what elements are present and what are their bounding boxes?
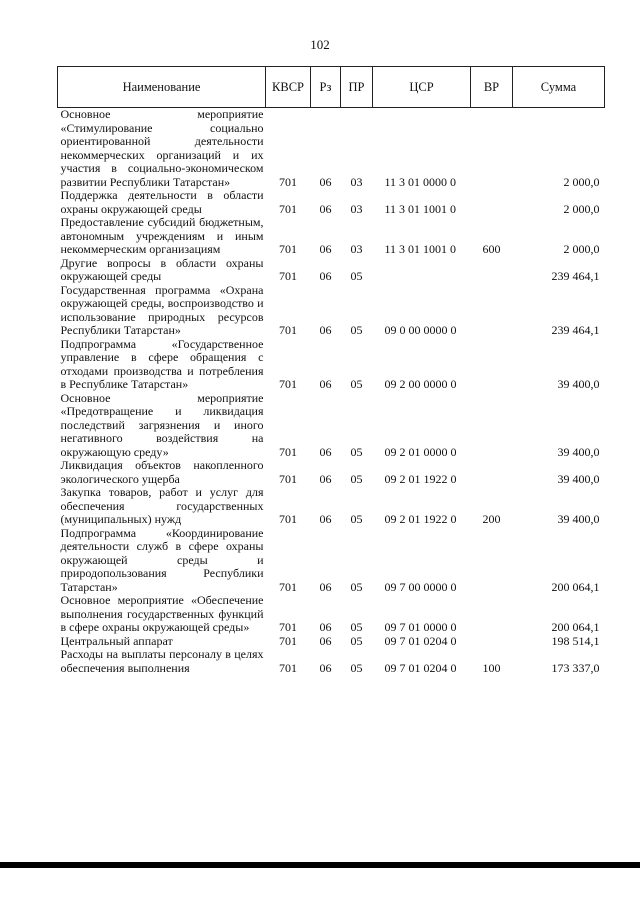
cell-pr: 03 — [350, 201, 363, 216]
cell-kvsr: 701 — [279, 579, 297, 594]
cell-rz: 06 — [319, 174, 332, 189]
cell-csr: 09 7 01 0204 0 — [384, 660, 457, 675]
cell-kvsr: 701 — [279, 269, 297, 283]
cell-name: Закупка товаров, работ и услуг для обеспечения государственных (муниципальных) нужд — [60, 485, 264, 526]
table-row — [58, 392, 605, 460]
cell-pr: 05 — [350, 660, 363, 675]
cell-sum: 39 400,0 — [557, 512, 600, 526]
cell-rz: 06 — [319, 512, 332, 526]
cell-sum: 173 337,0 — [551, 660, 600, 675]
cell-csr: 09 2 01 1922 0 — [384, 471, 457, 486]
cell-rz: 06 — [319, 660, 332, 675]
cell-pr: 03 — [350, 242, 363, 256]
header-rz: Рз — [311, 67, 341, 108]
cell-pr: 05 — [350, 620, 363, 634]
cell-rz: 06 — [319, 242, 332, 256]
table-row — [58, 459, 605, 486]
cell-vr — [471, 527, 513, 595]
table-body — [58, 108, 605, 676]
cell-vr: 200 — [482, 512, 501, 526]
table-row — [58, 648, 605, 675]
page-number: 102 — [310, 37, 330, 52]
cell-kvsr: 701 — [279, 174, 297, 189]
cell-sum: 239 464,1 — [551, 323, 600, 337]
header-name: Наименование — [58, 67, 266, 108]
table-header — [58, 67, 605, 108]
table-row — [58, 284, 605, 338]
cell-pr: 05 — [350, 444, 363, 459]
table-row — [58, 594, 605, 635]
header-csr: ЦСР — [373, 67, 471, 108]
cell-name: Поддержка деятельности в области охраны окружающей среды — [60, 188, 264, 216]
cell-pr: 05 — [350, 633, 363, 648]
cell-kvsr: 701 — [279, 377, 297, 391]
cell-csr: 09 7 01 0000 0 — [384, 620, 457, 634]
cell-name: Государственная программа «Охрана окружающей среды, воспроизводство и использование природных ресурсов Республики Татарстан» — [60, 282, 264, 337]
header-vr: ВР — [471, 67, 513, 108]
cell-kvsr: 701 — [279, 512, 297, 526]
cell-vr: 100 — [482, 660, 501, 675]
cell-kvsr: 701 — [279, 444, 297, 459]
cell-pr: 05 — [350, 512, 363, 526]
cell-sum: 39 400,0 — [557, 444, 600, 459]
header-pr: ПР — [341, 67, 373, 108]
cell-sum: 239 464,1 — [551, 269, 600, 283]
cell-csr: 11 3 01 1001 0 — [384, 201, 457, 216]
cell-rz: 06 — [319, 620, 332, 634]
cell-name: Расходы на выплаты персоналу в целях обеспечения выполнения — [60, 647, 264, 675]
cell-rz: 06 — [319, 579, 332, 594]
cell-rz: 06 — [319, 269, 332, 283]
header-sum: Сумма — [513, 67, 605, 108]
header-kvsr: КВСР — [266, 67, 311, 108]
cell-pr: 05 — [350, 579, 363, 594]
cell-vr — [471, 635, 513, 649]
cell-sum: 200 064,1 — [551, 620, 600, 634]
cell-vr — [471, 459, 513, 486]
cell-sum: 39 400,0 — [557, 471, 600, 486]
cell-csr: 09 0 00 0000 0 — [384, 323, 457, 337]
cell-rz: 06 — [319, 633, 332, 648]
table-row — [58, 338, 605, 392]
cell-kvsr: 701 — [279, 620, 297, 634]
cell-pr: 05 — [350, 323, 363, 337]
budget-table — [57, 66, 605, 675]
cell-csr: 09 7 00 0000 0 — [384, 579, 457, 594]
cell-pr: 05 — [350, 269, 363, 283]
cell-vr — [471, 108, 513, 190]
cell-rz: 06 — [319, 444, 332, 459]
cell-pr: 05 — [350, 377, 363, 391]
cell-name: Основное мероприятие «Предотвращение и ликвидация последствий загрязнения и иного негативного воздействия на окружающую среду» — [60, 390, 264, 459]
cell-name: Подпрограмма «Государственное управление в сфере обращения с отходами производства и потребления в Республике Татарстан» — [60, 336, 264, 391]
cell-sum: 200 064,1 — [551, 579, 600, 594]
cell-csr: 11 3 01 1001 0 — [384, 242, 457, 256]
cell-rz: 06 — [319, 323, 332, 337]
cell-csr — [373, 257, 471, 284]
cell-kvsr: 701 — [279, 323, 297, 337]
header-row — [58, 67, 605, 108]
cell-kvsr: 701 — [279, 201, 297, 216]
cell-sum: 198 514,1 — [551, 633, 600, 648]
cell-name: Ликвидация объектов накопленного экологического ущерба — [60, 458, 264, 486]
cell-kvsr: 701 — [279, 471, 297, 486]
table-row — [58, 527, 605, 595]
table-row — [58, 257, 605, 284]
cell-name: Основное мероприятие «Обеспечение выполнения государственных функций в сфере охраны окружающей среды» — [60, 593, 264, 634]
cell-kvsr: 701 — [279, 633, 297, 648]
table-row — [58, 189, 605, 216]
table-row — [58, 108, 605, 190]
cell-vr — [471, 392, 513, 460]
page-bottom-edge — [0, 862, 640, 868]
cell-csr: 09 7 01 0204 0 — [384, 633, 457, 648]
cell-kvsr: 701 — [279, 242, 297, 256]
cell-vr — [471, 594, 513, 635]
cell-sum: 2 000,0 — [563, 242, 600, 256]
cell-name: Предоставление субсидий бюджетным, автономным учреждениям и иным некоммерческим организациям — [60, 215, 264, 256]
cell-sum: 2 000,0 — [563, 201, 600, 216]
cell-rz: 06 — [319, 201, 332, 216]
cell-vr — [471, 257, 513, 284]
cell-kvsr: 701 — [279, 660, 297, 675]
table-row — [58, 635, 605, 649]
cell-name: Подпрограмма «Координирование деятельности служб в сфере охраны окружающей среды и природопользования Республики Татарстан» — [60, 525, 264, 594]
cell-pr: 05 — [350, 471, 363, 486]
budget-table-wrapper — [57, 66, 604, 675]
cell-name: Другие вопросы в области охраны окружающей среды — [60, 255, 264, 283]
cell-csr: 11 3 01 0000 0 — [384, 174, 457, 189]
cell-csr: 09 2 00 0000 0 — [384, 377, 457, 391]
cell-pr: 03 — [350, 174, 363, 189]
cell-sum: 2 000,0 — [563, 174, 600, 189]
cell-vr: 600 — [482, 242, 501, 256]
cell-rz: 06 — [319, 471, 332, 486]
cell-name: Центральный аппарат — [60, 633, 173, 648]
table-row — [58, 486, 605, 527]
cell-vr — [471, 189, 513, 216]
cell-vr — [471, 284, 513, 338]
cell-vr — [471, 338, 513, 392]
cell-name: Основное мероприятие «Стимулирование социально ориентированной деятельности некоммерческих организаций и их участия в социально-экономическом развитии Республики Татарстан» — [60, 107, 264, 189]
cell-sum: 39 400,0 — [557, 377, 600, 391]
table-row — [58, 216, 605, 257]
cell-csr: 09 2 01 0000 0 — [384, 444, 457, 459]
cell-csr: 09 2 01 1922 0 — [384, 512, 457, 526]
cell-rz: 06 — [319, 377, 332, 391]
